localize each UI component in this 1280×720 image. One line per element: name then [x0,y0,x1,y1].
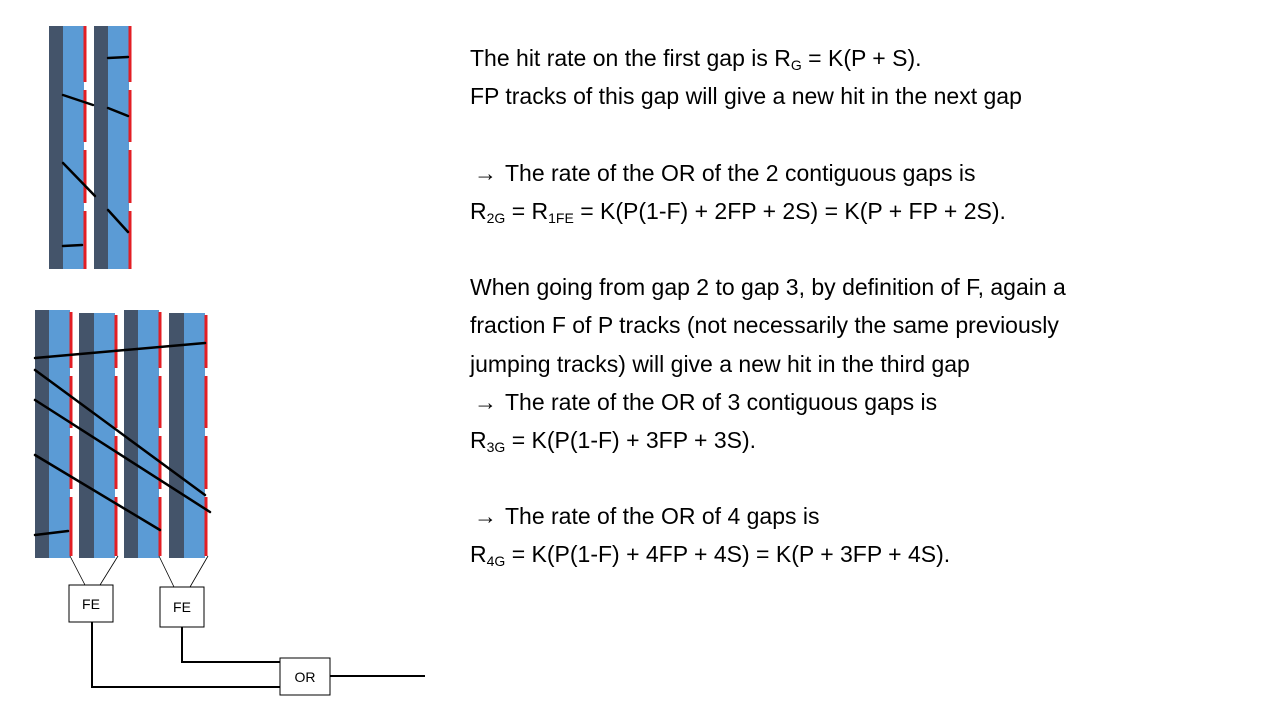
arrow-icon: → [474,503,497,530]
fe-label: FE [173,599,191,615]
text-line-11: $R_{3G} = K(P(1-F) + 3FP + 3S)$. [470,426,757,455]
text-line-4: → The rate of the OR of the 2 contiguous gaps is [474,159,976,186]
arrow-icon: → [474,388,497,415]
electrode-blue [49,310,70,558]
text-line-7: When going from gap 2 to gap 3, by definition of F, again a [470,274,1066,301]
electrode-dark [49,26,63,269]
two-gap-detector [49,26,130,269]
electrode-dark [124,310,138,558]
text-line-8: fraction F of P tracks (not necessarily the same previously [470,312,1059,339]
electrode-blue [184,313,205,558]
fe-label: FE [82,596,100,612]
electrode-dark [35,310,49,558]
text-line-13: → The rate of the OR of 4 gaps is [474,503,820,530]
text-line-14: $R_{4G} = K(P(1-F) + 4FP + 4S) = K(P + 3FP + 4S)$. [470,541,951,570]
text-line-2: FP tracks of this gap will give a new hit in the next gap [470,83,1022,110]
four-gap-detector [35,310,210,558]
slide-text [470,39,1270,574]
electrode-blue [63,26,84,269]
electrode-dark [94,26,108,269]
electrode-dark [169,313,184,558]
text-line-9: jumping tracks) will give a new hit in the third gap [470,350,970,377]
or-gate-box [280,658,330,695]
blank-line [470,115,1270,153]
electrode-blue [108,26,129,269]
or-label: OR [294,669,316,685]
electrode-blue [94,313,115,558]
fe-box-2 [160,587,204,627]
text-line-1: The hit rate on the first gap is $R_G = K(P + S)$. [470,45,922,73]
text-line-5: $R_{2G} = R_{1FE} = K(P(1-F) + 2FP + 2S) = K(P$ + FP + 2S). [470,197,1006,226]
blank-line [470,459,1270,497]
fe-box-1 [69,585,113,622]
rpc-diagram [0,0,460,720]
fe-wiring [70,556,208,587]
arrow-icon: → [474,159,497,186]
or-wiring [92,622,425,687]
blank-line [470,230,1270,268]
text-line-10: → The rate of the OR of 3 contiguous gaps is [474,388,938,415]
